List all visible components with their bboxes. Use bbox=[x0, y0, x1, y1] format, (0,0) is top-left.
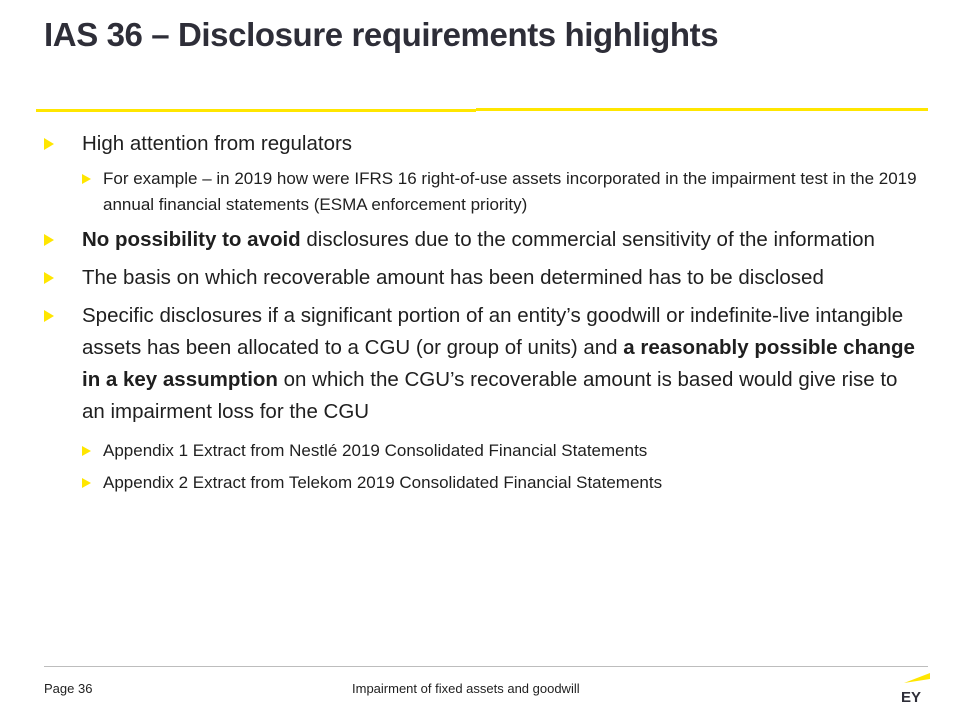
page-number: Page 36 bbox=[44, 681, 93, 696]
bullet-item bbox=[44, 224, 924, 256]
bullet-emphasis: No possibility to avoid bbox=[82, 228, 301, 251]
ey-logo-text: EY bbox=[901, 689, 922, 704]
sub-bullet-item bbox=[44, 470, 924, 496]
ey-logo-icon bbox=[898, 670, 932, 704]
bullet-text-start: Specific disclosures if a significant portion of an entity’s goodwill or indefinite-live intangible assets has been allocated to a CGU (or group of units) and bbox=[82, 304, 904, 359]
sub-bullet-text: Appendix 1 Extract from Nestlé 2019 Consolidated Financial Statements bbox=[103, 441, 648, 460]
triangle-bullet-icon bbox=[44, 234, 54, 246]
triangle-bullet-icon bbox=[44, 310, 54, 322]
bullet-text bbox=[82, 224, 924, 256]
bullet-text-rest: disclosures due to the commercial sensitivity of the information bbox=[300, 228, 875, 251]
bullet-emphasis: a reasonably possible change in a key assumption bbox=[82, 336, 915, 391]
sub-bullet-item bbox=[44, 166, 924, 218]
bullet-text bbox=[82, 300, 924, 428]
footer-title: Impairment of fixed assets and goodwill bbox=[352, 681, 580, 696]
triangle-bullet-icon bbox=[82, 174, 91, 184]
sub-bullet-text: For example – in 2019 how were IFRS 16 right-of-use assets incorporated in the impairment test in the 2019 annual financial statements (ESMA enforcement priority) bbox=[103, 169, 917, 214]
bullet-item bbox=[44, 300, 924, 428]
bullet-text-end: on which the CGU’s recoverable amount is based would give rise to an impairment loss for the CGU bbox=[82, 368, 898, 423]
title-underline-left bbox=[36, 109, 476, 112]
slide-title: IAS 36 – Disclosure requirements highlights bbox=[44, 16, 719, 53]
triangle-bullet-icon bbox=[44, 272, 54, 284]
triangle-bullet-icon bbox=[82, 478, 91, 488]
bullet-text: High attention from regulators bbox=[82, 132, 353, 155]
triangle-bullet-icon bbox=[44, 138, 54, 150]
sub-bullet-text: Appendix 2 Extract from Telekom 2019 Consolidated Financial Statements bbox=[103, 473, 663, 492]
bullet-item bbox=[44, 128, 924, 160]
footer-divider bbox=[44, 666, 928, 667]
title-underline-right bbox=[476, 108, 928, 111]
bullet-list bbox=[44, 128, 924, 502]
bullet-text: The basis on which recoverable amount has been determined has to be disclosed bbox=[82, 266, 824, 289]
bullet-item bbox=[44, 262, 924, 294]
triangle-bullet-icon bbox=[82, 446, 91, 456]
sub-bullet-item bbox=[44, 438, 924, 464]
